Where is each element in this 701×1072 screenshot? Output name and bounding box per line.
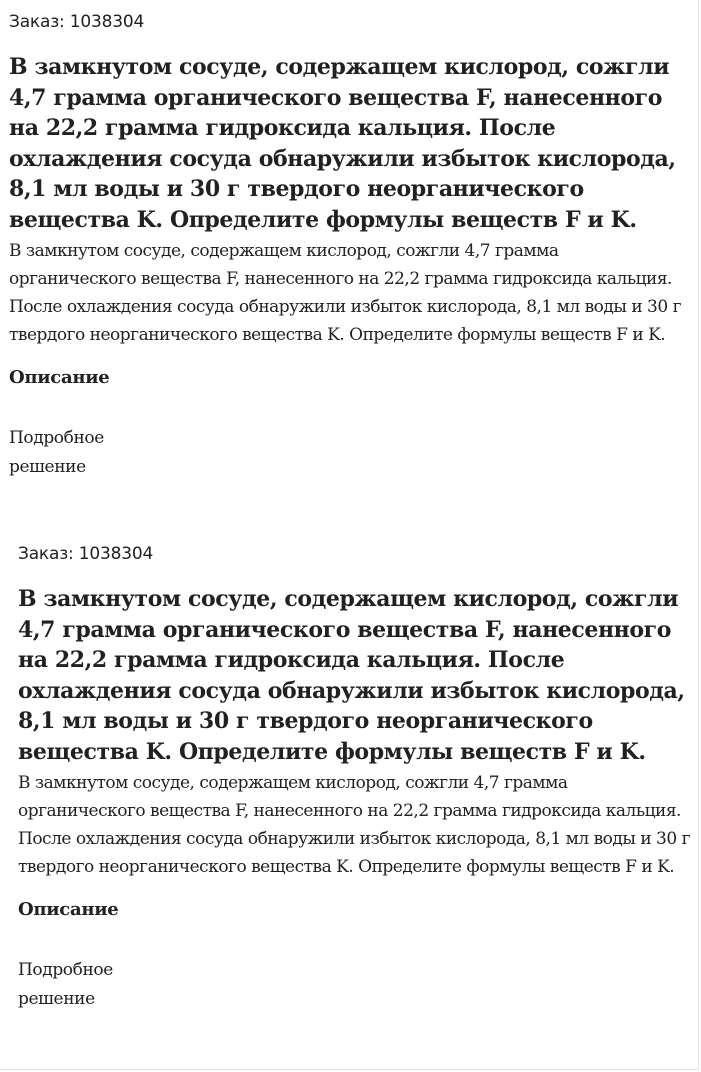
description-heading: Описание bbox=[9, 367, 110, 388]
task-text: В замкнутом сосуде, содержащем кислород, сожгли 4,7 грамма органического вещества F, нанесенного на 22,2 грамма гидроксида кальция. После охлаждения сосуда обнаружили избыток кислорода, 8,1 мл воды и 30 г твердого неорганического вещества K. Определите формулы веществ F и K. bbox=[9, 241, 681, 345]
order-number: Заказ: 1038304 bbox=[9, 12, 145, 32]
task-text: В замкнутом сосуде, содержащем кислород, сожгли 4,7 грамма органического вещества F, нанесенного на 22,2 грамма гидроксида кальция. После охлаждения сосуда обнаружили избыток кислорода, 8,1 мл воды и 30 г твердого неорганического вещества K. Определите формулы веществ F и K. bbox=[18, 773, 690, 877]
task-title: В замкнутом сосуде, содержащем кислород, сожгли 4,7 грамма органического вещества F, нанесенного на 22,2 грамма гидроксида кальция. После охлаждения сосуда обнаружили избыток кислорода, 8,1 мл воды и 30 г твердого неорганического вещества K. Определите формулы веществ F и K. bbox=[18, 586, 685, 765]
task-title: В замкнутом сосуде, содержащем кислород, сожгли 4,7 грамма органического вещества F, нанесенного на 22,2 грамма гидроксида кальция. После охлаждения сосуда обнаружили избыток кислорода, 8,1 мл воды и 30 г твердого неорганического вещества K. Определите формулы веществ F и K. bbox=[9, 54, 676, 233]
description-heading: Описание bbox=[18, 899, 119, 920]
detailed-solution-link[interactable]: Подробное решение bbox=[9, 428, 104, 477]
detailed-solution-link[interactable]: Подробное решение bbox=[18, 960, 113, 1009]
order-block bbox=[9, 0, 699, 482]
order-block bbox=[18, 532, 701, 1014]
order-number: Заказ: 1038304 bbox=[18, 544, 154, 564]
